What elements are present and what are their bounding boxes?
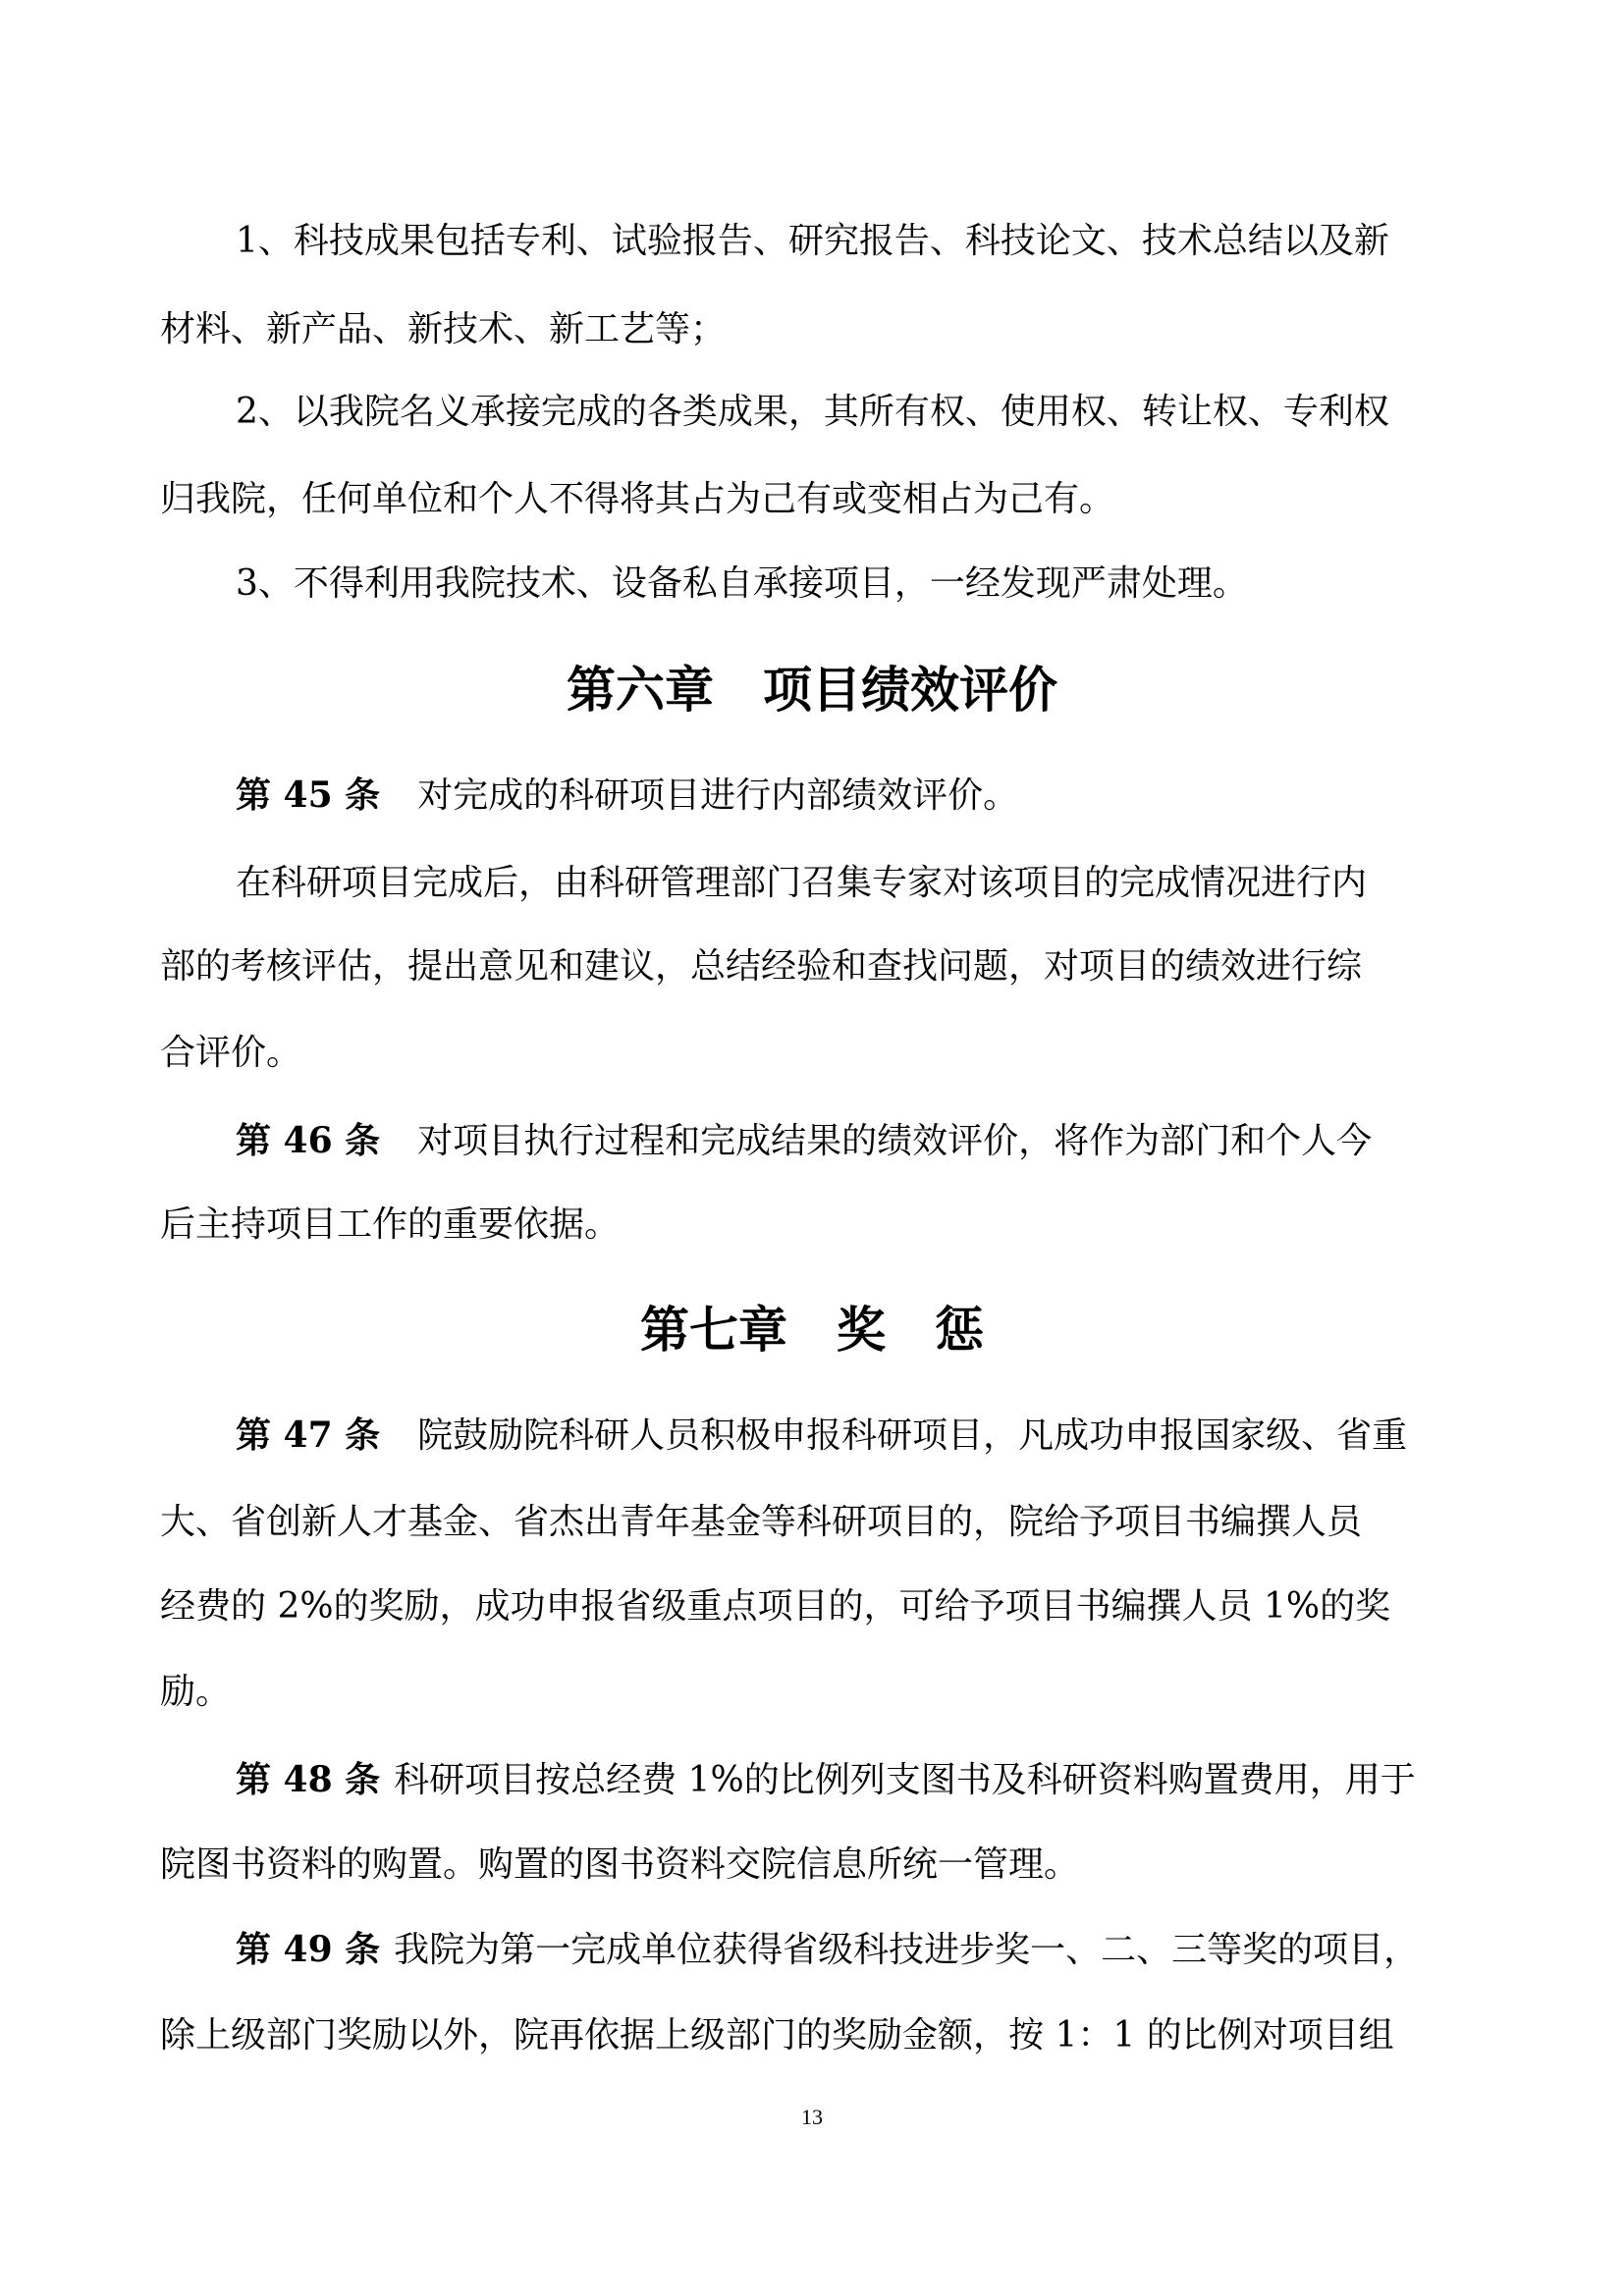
item-2-line-1: 2、以我院名义承接完成的各类成果，其所有权、使用权、转让权、专利权 <box>236 392 1389 432</box>
article-45-label: 第 45 条 <box>236 774 381 816</box>
article-45: 第 45 条 对完成的科研项目进行内部绩效评价。 <box>236 774 1019 816</box>
article-46-label: 第 46 条 <box>236 1120 381 1161</box>
article-48-line-2: 院图书资料的购置。购置的图书资料交院信息所统一管理。 <box>160 1844 1080 1885</box>
article-45-para-line-1: 在科研项目完成后，由科研管理部门召集专家对该项目的完成情况进行内 <box>236 863 1368 903</box>
item-2-line-2: 归我院，任何单位和个人不得将其占为己有或变相占为己有。 <box>160 479 1115 519</box>
article-45-para-line-3: 合评价。 <box>160 1033 302 1073</box>
article-49: 第 49 条 我院为第一完成单位获得省级科技进步奖一、二、三等奖的项目， <box>236 1929 1420 1970</box>
item-1-line-1: 1、科技成果包括专利、试验报告、研究报告、科技论文、技术总结以及新 <box>236 221 1389 261</box>
article-47-label: 第 47 条 <box>236 1415 381 1456</box>
item-1-line-2: 材料、新产品、新技术、新工艺等； <box>160 309 727 349</box>
page-number: 13 <box>801 2105 823 2129</box>
article-47-line-4: 励。 <box>160 1672 232 1712</box>
article-48-label: 第 48 条 <box>236 1759 381 1800</box>
chapter-6-title: 第六章 项目绩效评价 <box>567 661 1057 719</box>
article-48: 第 48 条 科研项目按总经费 1%的比例列支图书及科研资料购置费用，用于 <box>236 1759 1416 1800</box>
item-3-line-1: 3、不得利用我院技术、设备私自承接项目，一经发现严肃处理。 <box>236 563 1248 604</box>
article-46-line-2: 后主持项目工作的重要依据。 <box>160 1204 621 1245</box>
article-45-para-line-2: 部的考核评估，提出意见和建议，总结经验和查找问题，对项目的绩效进行综 <box>160 946 1363 987</box>
article-46: 第 46 条 对项目执行过程和完成结果的绩效评价，将作为部门和个人今 <box>236 1120 1373 1161</box>
article-49-label: 第 49 条 <box>236 1929 381 1970</box>
article-47-line-2: 大、省创新人才基金、省杰出青年基金等科研项目的，院给予项目书编撰人员 <box>160 1502 1363 1542</box>
article-49-line-2: 除上级部门奖励以外，院再依据上级部门的奖励金额，按 1：1 的比例对项目组 <box>160 2015 1394 2056</box>
article-47-line-3: 经费的 2%的奖励，成功申报省级重点项目的，可给予项目书编撰人员 1%的奖 <box>160 1586 1391 1627</box>
article-47: 第 47 条 院鼓励院科研人员积极申报科研项目，凡成功申报国家级、省重 <box>236 1415 1408 1456</box>
chapter-7-title: 第七章 奖 惩 <box>640 1301 984 1359</box>
